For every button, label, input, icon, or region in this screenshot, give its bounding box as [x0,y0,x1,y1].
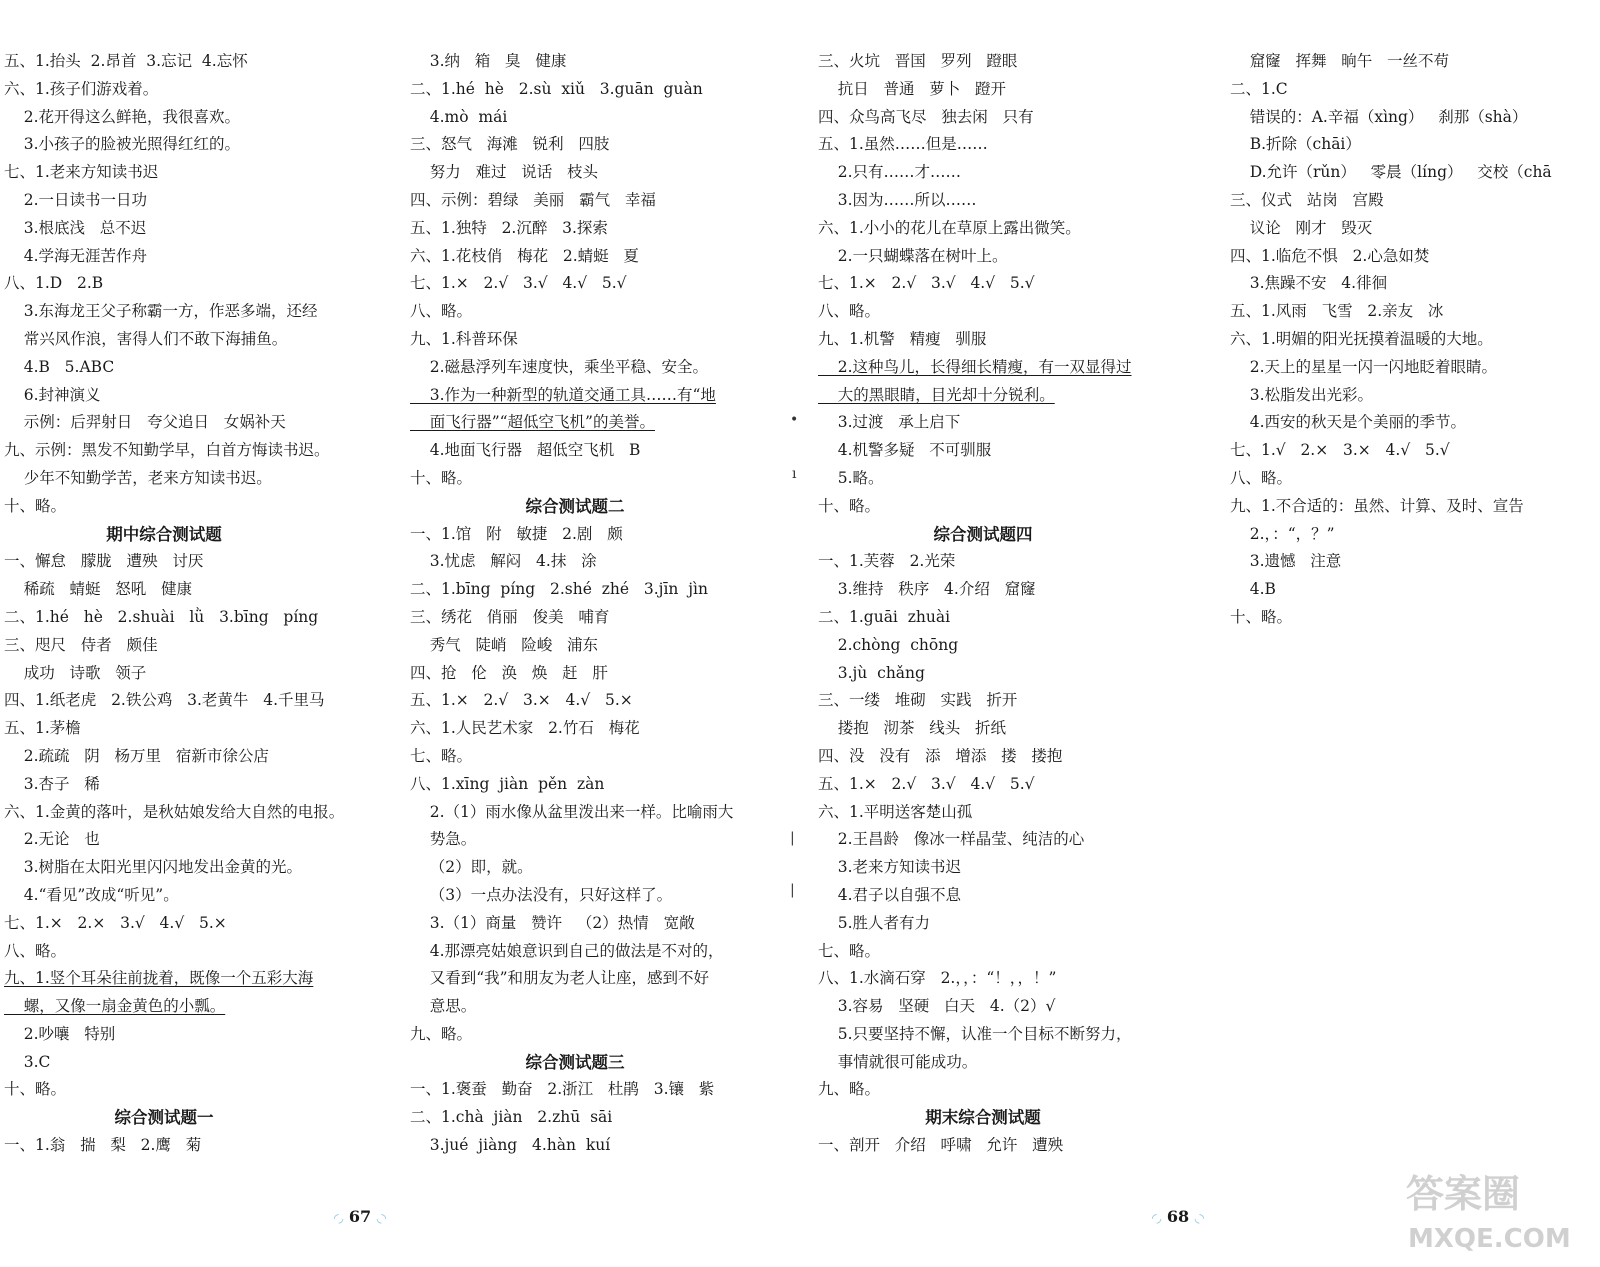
answer-line: 2.，：“，？” [1230,524,1335,543]
answer-line: 三、仪式 站岗 宫殿 [1230,190,1384,209]
answer-line: 5.略。 [818,468,884,487]
answer-line: 八、1.D 2.B [4,274,104,293]
answer-line: 4.机警多疑 不可驯服 [818,441,992,460]
answer-line: 一、1.芙蓉 2.光荣 [818,552,956,571]
section-title: 期末综合测试题 [925,1108,1041,1128]
answer-line: 又看到“我”和朋友为老人让座，感到不好 [410,969,710,988]
page-number-right: ◜◞ 68 ◟◝ [1152,1207,1205,1226]
answer-line: 4.西安的秋天是个美丽的季节。 [1230,413,1466,432]
answer-line: 3.容易 坚硬 白天 4.（2）√ [818,997,1056,1016]
answer-line: 二、1.bīng píng 2.shé zhé 3.jīn jìn [410,580,708,599]
answer-line: 九、1.科普环保 [410,329,518,348]
answer-line: 七、1.√ 2.× 3.× 4.√ 5.√ [1230,441,1450,460]
answer-line: 2.天上的星星一闪一闪地眨着眼睛。 [1230,357,1497,376]
answer-line: 3.小孩子的脸被光照得红红的。 [4,135,240,154]
wave-left-icon: ◜◞ [1152,1211,1162,1225]
answer-line: 四、众鸟高飞尽 独去闲 只有 [818,107,1034,126]
answer-line: 十、略。 [4,1080,67,1099]
answer-line: 错误的：A.辛福（xìng） 刹那（shà） [1230,107,1528,126]
answer-line: 四、示例：碧绿 美丽 霸气 幸福 [410,190,656,209]
answer-line: 一、1.馆 附 敏捷 2.剧 颇 [410,524,623,543]
answer-line: 3.杏子 稀 [4,774,100,793]
answer-line: 八、1.xīng jiàn pěn zàn [410,774,605,793]
answer-column-4 [1230,48,1598,632]
answer-line: 4.B 5.ABC [4,357,115,376]
answer-line: 六、1.花枝俏 梅花 2.蜻蜓 夏 [410,246,639,265]
answer-line: 五、1.风雨 飞雪 2.亲友 冰 [1230,302,1444,321]
answer-line: 努力 难过 说话 枝头 [410,163,599,182]
answer-line: 八、1.水滴石穿 2.，，：“！，，！” [818,969,1057,988]
answer-line: 三、一缕 堆砌 实践 折开 [818,691,1018,710]
answer-line: 九、略。 [410,1024,473,1043]
answer-line: 六、1.孩子们游戏着。 [4,79,159,98]
answer-line: 3.焦躁不安 4.徘徊 [1230,274,1388,293]
answer-line: 七、略。 [818,941,881,960]
answer-line: 七、1.× 2.√ 3.√ 4.√ 5.√ [818,274,1035,293]
answer-line: 3.树脂在太阳光里闪闪地发出金黄的光。 [4,858,302,877]
answer-line: 3.根底浅 总不迟 [4,218,147,237]
answer-line: 七、1.老来方知读书迟 [4,163,159,182]
answer-line: 2.王昌龄 像冰一样晶莹、纯洁的心 [818,830,1085,849]
answer-line: 3.松脂发出光彩。 [1230,385,1373,404]
answer-line: 三、咫尺 侍者 颇佳 [4,635,158,654]
answer-line: 4.学海无涯苦作舟 [4,246,147,265]
answer-line: 三、火坑 晋国 罗列 蹬眼 [818,52,1018,70]
answer-line: 七、略。 [410,746,473,765]
watermark-title: 答案圈 [1406,1172,1521,1216]
answer-column-2 [410,48,770,1160]
answer-line: 2.（1）雨水像从盆里泼出来一样。比喻雨大 [410,802,734,821]
section-title: 综合测试题三 [525,1052,625,1072]
answer-line: 四、1.纸老虎 2.铁公鸡 3.老黄牛 4.千里马 [4,691,325,710]
answer-line-underlined: 九、1.竖个耳朵往前拢着，既像一个五彩大海 [4,969,314,988]
answer-line: 2.花开得这么鲜艳，我很喜欢。 [4,107,240,126]
answer-line: 八、略。 [4,941,67,960]
answer-line: 七、1.× 2.× 3.√ 4.√ 5.× [4,913,227,932]
answer-line: 四、抢 伦 涣 焕 赶 肝 [410,663,608,682]
answer-line-underlined: 2.这种鸟儿，长得细长精瘦，有一双显得过 [818,357,1132,376]
answer-line: 3.老来方知读书迟 [818,858,961,877]
answer-line: 示例：后羿射日 夸父追日 女娲补天 [4,413,286,432]
section-title: 综合测试题一 [114,1108,214,1128]
answer-line: 势急。 [410,830,477,849]
answer-line: 四、1.临危不惧 2.心急如焚 [1230,246,1430,265]
section-title: 综合测试题四 [933,524,1033,544]
wave-left-icon: ◜◞ [334,1211,344,1225]
answer-line: 3.过渡 承上启下 [818,413,961,432]
answer-line: 4.B [1230,580,1276,599]
answer-line: 3.jué jiàng 4.hàn kuí [410,1136,611,1155]
answer-line: 一、懈怠 朦胧 遭殃 讨厌 [4,552,204,571]
wave-right-icon: ◟◝ [1194,1211,1205,1225]
answer-line: 五、1.× 2.√ 3.√ 4.√ 5.√ [818,774,1035,793]
answer-line: 2.一只蝴蝶落在树叶上。 [818,246,1008,265]
answer-line: 事情就很可能成功。 [818,1052,978,1071]
answer-line: 2.疏疏 阴 杨万里 宿新市徐公店 [4,746,269,765]
answer-line: 六、1.明媚的阳光抚摸着温暖的大地。 [1230,329,1493,348]
answer-line: 窟窿 挥舞 晌午 一丝不苟 [1230,52,1450,70]
answer-line: 二、1.guāi zhuài [818,607,951,626]
answer-line: 十、略。 [818,496,881,515]
answer-line: 八、略。 [1230,468,1293,487]
answer-line: 五、1.虽然……但是…… [818,135,988,154]
answer-line: 4.地面飞行器 超低空飞机 B [410,441,641,460]
answer-line: 4.那漂亮姑娘意识到自己的做法是不对的， [410,941,724,960]
answer-line: 三、绣花 俏丽 俊美 哺育 [410,607,610,626]
section-title: 综合测试题二 [525,496,625,516]
answer-line: 一、1.翁 揣 梨 2.鹰 菊 [4,1136,202,1155]
answer-line: 2.chòng chōng [818,635,959,654]
answer-line: 二、1.C [1230,79,1288,98]
watermark-logo [1402,1163,1590,1255]
answer-line: D.允许（rǔn） 零晨（líng） 交校（chā [1230,163,1552,182]
answer-line: 十、略。 [4,496,67,515]
answer-line: 七、1.× 2.√ 3.√ 4.√ 5.√ [410,274,627,293]
answer-line: 九、示例：黑发不知勤学早，白首方悔读书迟。 [4,441,330,460]
answer-line: 搂抱 沏茶 线头 折纸 [818,719,1007,738]
answer-line: 一、1.褒蚕 勤奋 2.浙江 杜鹃 3.镶 紫 [410,1080,715,1099]
answer-line: 3.维持 秩序 4.介绍 窟窿 [818,580,1036,599]
answer-line: 成功 诗歌 领子 [4,663,147,682]
answer-line: 二、1.chà jiàn 2.zhū sāi [410,1108,613,1127]
answer-line: 秀气 陡峭 险峻 浦东 [410,635,599,654]
answer-line: 3.（1）商量 赞许 （2）热情 宽敞 [410,913,695,932]
answer-line: 五、1.抬头 2.昂首 3.忘记 4.忘怀 [4,52,248,70]
answer-line: 6.封神演义 [4,385,101,404]
answer-line: 五、1.× 2.√ 3.× 4.√ 5.× [410,691,633,710]
answer-line: 2.磁悬浮列车速度快，乘坐平稳、安全。 [410,357,708,376]
answer-line-underlined: 螺，又像一扇金黄色的小瓢。 [4,997,226,1016]
answer-line: 3.忧虑 解闷 4.抹 涂 [410,552,597,571]
answer-line: 六、1.小小的花儿在草原上露出微笑。 [818,218,1081,237]
answer-line: 4.mò mái [410,107,508,126]
answer-line: 四、没 没有 添 增添 搂 搂抱 [818,746,1063,765]
answer-line: 二、1.hé hè 2.sù xiǔ 3.guān guàn [410,79,703,98]
answer-line: 4.“看见”改成“听见”。 [4,885,179,904]
margin-mark: | [790,830,795,846]
answer-line: 4.君子以自强不息 [818,885,961,904]
answer-line: 稀疏 蜻蜓 怒吼 健康 [4,580,193,599]
answer-column-3 [818,48,1188,1160]
answer-line: 议论 刚才 毁灭 [1230,218,1373,237]
answer-line: 3.jù chǎng [818,663,925,682]
answer-line: 少年不知勤学苦，老来方知读书迟。 [4,468,272,487]
margin-mark: • [790,412,799,428]
margin-mark: ı [792,466,797,482]
answer-line: 常兴风作浪，害得人们不敢下海捕鱼。 [4,329,288,348]
answer-line: 2.吵嚷 特别 [4,1024,116,1043]
answer-line-underlined: 面飞行器”“超低空飞机”的美誉。 [410,413,655,432]
answer-line: 一、剖开 介绍 呼啸 允许 遭殃 [818,1136,1064,1155]
answer-line: 5.只要坚持不懈，认准一个目标不断努力， [818,1024,1132,1043]
answer-line: 3.C [4,1052,51,1071]
answer-line: 3.东海龙王父子称霸一方，作恶多端，还经 [4,302,318,321]
answer-line: 二、1.hé hè 2.shuài lǜ 3.bīng píng [4,607,319,626]
answer-line: 5.胜人者有力 [818,913,930,932]
answer-line: 九、1.不合适的：虽然、计算、及时、宣告 [1230,496,1524,515]
answer-line: 八、略。 [818,302,881,321]
answer-line: 3.纳 箱 臭 健康 [410,52,567,70]
answer-line: 九、略。 [818,1080,881,1099]
answer-line: 八、略。 [410,302,473,321]
answer-line: 十、略。 [410,468,473,487]
answer-line: 3.因为……所以…… [818,190,977,209]
answer-line: 抗日 普通 萝卜 蹬开 [818,79,1007,98]
section-title: 期中综合测试题 [106,524,222,544]
answer-column-1 [4,48,374,1160]
answer-line: 六、1.金黄的落叶，是秋姑娘发给大自然的电报。 [4,802,345,821]
watermark-domain: MXQE.COM [1408,1224,1571,1254]
answer-line: 五、1.独特 2.沉醉 3.探索 [410,218,608,237]
answer-line: 2.无论 也 [4,830,100,849]
answer-line: 2.一日读书一日功 [4,190,147,209]
answer-line: 三、怒气 海滩 锐利 四肢 [410,135,610,154]
answer-line: 六、1.平明送客楚山孤 [818,802,973,821]
answer-line-underlined: 大的黑眼睛，目光却十分锐利。 [818,385,1055,404]
answer-line: 3.遗憾 注意 [1230,552,1342,571]
page-number-left: ◜◞ 67 ◟◝ [334,1207,387,1226]
answer-line: 意思。 [410,997,477,1016]
answer-line: 五、1.茅檐 [4,719,81,738]
answer-line: 2.只有……才…… [818,163,961,182]
answer-line: 十、略。 [1230,607,1293,626]
answer-line: B.折除（chāi） [1230,135,1361,154]
answer-line: 六、1.人民艺术家 2.竹石 梅花 [410,719,640,738]
answer-line: 九、1.机警 精瘦 驯服 [818,329,987,348]
margin-mark: | [790,882,795,898]
answer-line: （2）即，就。 [410,858,533,877]
wave-right-icon: ◟◝ [376,1211,387,1225]
answer-line: （3）一点办法没有，只好这样了。 [410,885,673,904]
answer-line-underlined: 3.作为一种新型的轨道交通工具……有“地 [410,385,716,404]
